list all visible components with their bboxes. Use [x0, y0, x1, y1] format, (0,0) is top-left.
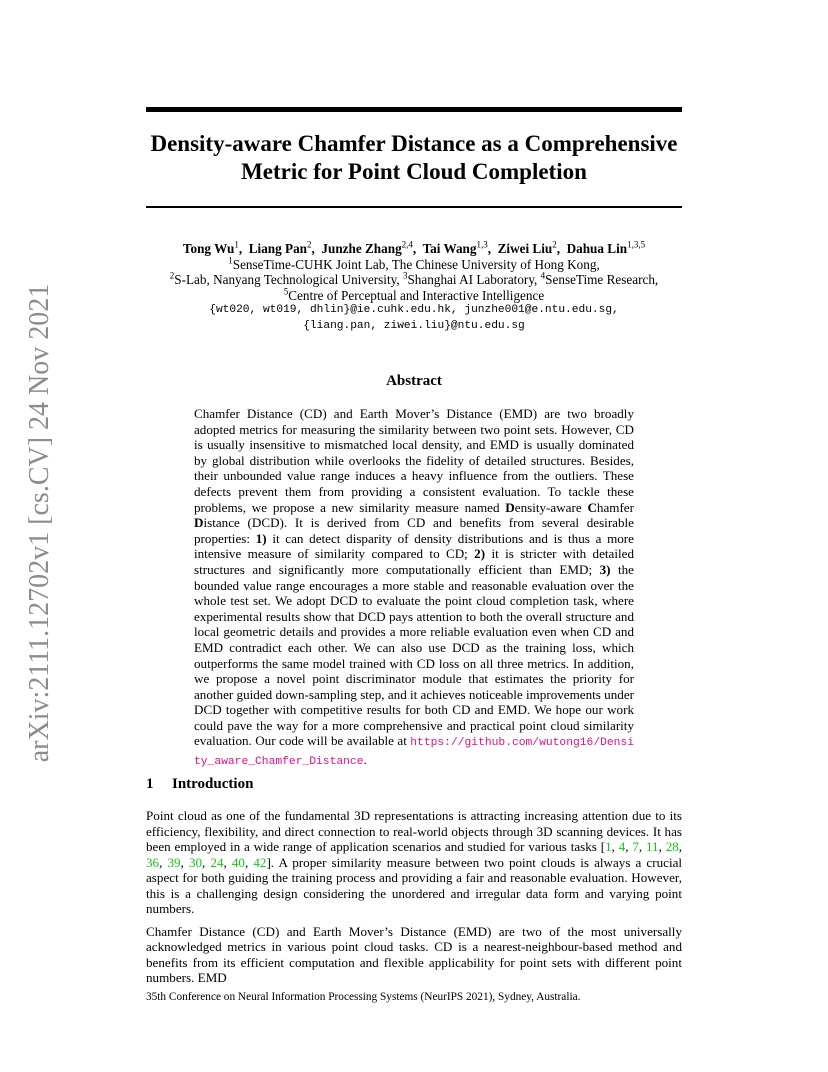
author-names [146, 241, 682, 257]
citation-link[interactable]: 24 [210, 854, 224, 870]
affiliation: $^1$SenseTime-CUHK Joint Lab, The Chinese University of Hong Kong, [228, 255, 600, 272]
author: Junzhe Zhang$^{2,4}$, [321, 239, 417, 256]
abstract-text: Chamfer Distance (CD) and Earth Mover’s Distance (EMD) are two broadly adopted metrics for measuring the similarity between two point sets. However, CD is usually insensitive to mismatched local density, and EMD is usually dominated by global distribution while overlooks the fidelity of detailed structures. Besides, their unbounded value range induces a heavy influence from the outliers. These defects prevent them from providing a consistent evaluation. To tackle these problems, we propose a new similarity measure named Density-aware Chamfer Distance (DCD). It is derived from CD and benefits from several desirable properties: 1) it can detect disparity of density distributions and is thus a more intensive measure of similarity compared to CD; 2) it is stricter with detailed structures and significantly more computationally efficient than EMD; 3) the bounded value range encourages a more stable and reasonable evaluation over the whole test set. We adopt DCD to evaluate the point cloud completion task, where experimental results show that DCD pays attention to both the overall structure and local geometric details and provides a more reliable evaluation even when CD and EMD contradict each other. We can also use DCD as the training loss, which outperforms the same model trained with CD loss on all three metrics. In addition, we propose a novel point discriminator module that estimates the priority for another guided down-sampling step, and it achieves noticeable improvements under DCD together with competitive results for both CD and EMD. We hope our work could pave the way for a more comprehensive and practical point cloud similarity evaluation. Our code will be available at https://github.com/wutong16/Density_aware_Chamfer_Distance. [194, 406, 634, 769]
title-top-rule [146, 107, 682, 112]
author: Ziwei Liu$^2$, [497, 239, 560, 256]
citation-link[interactable]: 1 [605, 839, 612, 854]
citation-link[interactable]: 4 [618, 839, 626, 854]
paper-title [146, 130, 682, 186]
citation-link[interactable]: 40 [231, 854, 245, 870]
citation-link[interactable]: 36 [146, 854, 160, 870]
author-block [146, 241, 682, 334]
citation-link[interactable]: 42 [253, 854, 267, 870]
author: Dahua Lin$^{1,3,5}$ [566, 239, 646, 256]
paragraph: Chamfer Distance (CD) and Earth Mover’s Distance (EMD) are two of the most universally acknowledged metrics in various point cloud tasks. CD is a nearest-neighbour-based method and benefits from its efficient computation and flexible applicability for point sets with different point numbers. EMD [146, 923, 682, 985]
abstract-heading: Abstract [386, 373, 442, 389]
conference-footer: 35th Conference on Neural Information Processing Systems (NeurIPS 2021), Sydney, Australia. [146, 991, 581, 1003]
title-line-1: Density-aware Chamfer Distance as a Comprehensive [150, 131, 678, 156]
title-line-2: Metric for Point Cloud Completion [241, 159, 587, 184]
arxiv-identifier: arXiv:2111.12702v1 [cs.CV] 24 Nov 2021 [24, 283, 55, 763]
author: Liang Pan$^2$, [248, 239, 315, 256]
author-emails: {wt020, wt019, dhlin}@ie.cuhk.edu.hk, junzhe001@e.ntu.edu.sg, [209, 304, 619, 316]
affiliation: $^2$S-Lab, Nanyang Technological University, $^3$Shanghai AI Laboratory, $^4$SenseTime Research, [169, 270, 659, 287]
citation-link[interactable]: 39 [167, 854, 181, 870]
citation-link[interactable]: 11 [645, 839, 659, 854]
code-link[interactable]: https://github.com/wutong16/Density_aware_Chamfer_Distance [194, 737, 634, 769]
citation-link[interactable]: 7 [632, 839, 639, 854]
author-emails: {liang.pan, ziwei.liu}@ntu.edu.sg [303, 319, 525, 332]
title-bottom-rule [146, 206, 682, 208]
affiliation: $^5$Centre of Perceptual and Interactive Intelligence [283, 286, 545, 303]
author: Tai Wang$^{1,3}$, [422, 239, 492, 256]
author: Tong Wu$^1$, [182, 239, 243, 256]
introduction-text [146, 808, 682, 993]
citation-link[interactable]: 30 [188, 854, 203, 870]
paragraph: Point cloud as one of the fundamental 3D representations is attracting increasing attention due to its efficiency, flexibility, and direct connection to real-world objects through 3D scanning devices. It has been employed in a wide range of application scenarios and studied for various tasks [1, 4, 7, 11, 28, 36, 39, 30, 24, 40, 42]. A proper similarity measure between two point clouds is always a crucial aspect for both guiding the training process and providing a fair and reasonable evaluation. However, this is a challenging design considering the unordered and irregular data form and varying point numbers. [146, 808, 683, 916]
citation-link[interactable]: 28 [665, 839, 679, 854]
section-heading: 1 Introduction [146, 776, 254, 792]
